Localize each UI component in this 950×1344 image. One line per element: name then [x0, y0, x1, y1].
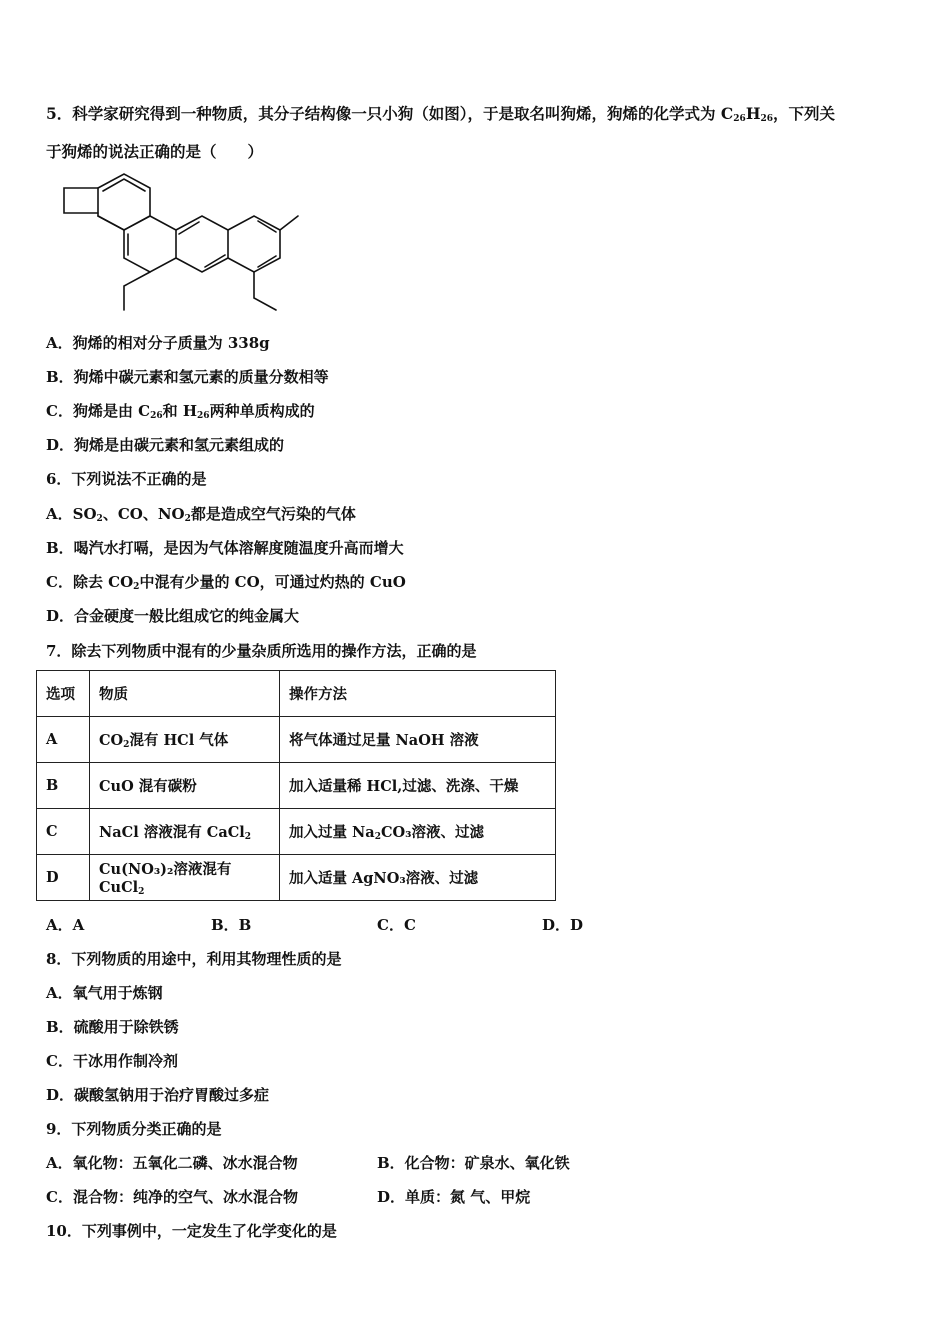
q8-option-c: C．干冰用作制冷剂	[46, 1052, 178, 1070]
dog-ene-molecule-figure	[58, 168, 308, 316]
q6-option-b: B．喝汽水打嗝，是因为气体溶解度随温度升高而增大	[46, 539, 404, 557]
q7-answer-d: D．D	[542, 916, 584, 934]
q8-stem: 8．下列物质的用途中，利用其物理性质的是	[46, 950, 342, 968]
q8-option-d: D．碳酸氢钠用于治疗胃酸过多症	[46, 1086, 270, 1104]
q5-option-b: B．狗烯中碳元素和氢元素的质量分数相等	[46, 368, 329, 386]
header-option: 选项	[37, 671, 90, 717]
q5-option-c: C．狗烯是由 $C_{26}$和 $H_{26}$两种单质构成的	[46, 402, 315, 421]
q8-option-a: A．氧气用于炼钢	[46, 984, 163, 1002]
q7-answer-b: B．B	[211, 916, 252, 934]
row-substance: NaCl 溶液混有 CaCl$_2$	[90, 809, 280, 855]
q6-stem: 6．下列说法不正确的是	[46, 470, 207, 488]
q8-option-b: B．硫酸用于除铁锈	[46, 1018, 179, 1036]
header-method: 操作方法	[280, 671, 556, 717]
header-substance: 物质	[90, 671, 280, 717]
row-method: 将气体通过足量 NaOH 溶液	[280, 717, 556, 763]
q9-option-b: B．化合物：矿泉水、氧化铁	[377, 1154, 570, 1172]
q7-table	[36, 670, 556, 901]
q6-option-a: A．$SO_2$、CO、$NO_2$都是造成空气污染的气体	[46, 505, 356, 524]
table-row	[37, 855, 556, 901]
q9-option-a: A．氧化物：五氧化二磷、冰水混合物	[46, 1154, 298, 1172]
q5-option-a: A．狗烯的相对分子质量为 338g	[46, 334, 270, 352]
q6-option-c: C．除去 $CO_2$中混有少量的 CO，可通过灼热的 CuO	[46, 573, 406, 592]
q9-stem: 9．下列物质分类正确的是	[46, 1120, 222, 1138]
row-option: D	[37, 855, 90, 901]
row-substance: CuO 混有碳粉	[90, 763, 280, 809]
q9-option-d: D．单质：氮 气、甲烷	[377, 1188, 531, 1206]
row-option: B	[37, 763, 90, 809]
q5-option-d: D．狗烯是由碳元素和氢元素组成的	[46, 436, 285, 454]
row-method: 加入适量 AgNO₃溶液、过滤	[280, 855, 556, 901]
q9-option-c: C．混合物：纯净的空气、冰水混合物	[46, 1188, 298, 1206]
table-row	[37, 717, 556, 763]
table-header-row	[37, 671, 556, 717]
q5-stem-line1: 5．科学家研究得到一种物质，其分子结构像一只小狗（如图），于是取名叫狗烯，狗烯的化学式为 $C_{26}H_{26}$，下列关	[46, 104, 836, 124]
q7-stem: 7．除去下列物质中混有的少量杂质所选用的操作方法，正确的是	[46, 642, 477, 660]
row-method: 加入过量 $Na_2CO_3$溶液、过滤	[280, 809, 556, 855]
row-substance: Cu(NO₃)₂溶液混有 CuCl$_2$	[90, 855, 280, 901]
q7-answer-c: C．C	[377, 916, 416, 934]
q7-answer-a: A．A	[46, 916, 85, 934]
row-method: 加入适量稀 HCl,过滤、洗涤、干燥	[280, 763, 556, 809]
row-substance: $CO_2$混有 HCl 气体	[90, 717, 280, 763]
table-row	[37, 809, 556, 855]
q5-stem-line2: 于狗烯的说法正确的是（ ）	[46, 142, 264, 161]
table-row	[37, 763, 556, 809]
q10-stem: 10．下列事例中，一定发生了化学变化的是	[46, 1222, 337, 1240]
row-option: C	[37, 809, 90, 855]
row-option: A	[37, 717, 90, 763]
q6-option-d: D．合金硬度一般比组成它的纯金属大	[46, 607, 300, 625]
